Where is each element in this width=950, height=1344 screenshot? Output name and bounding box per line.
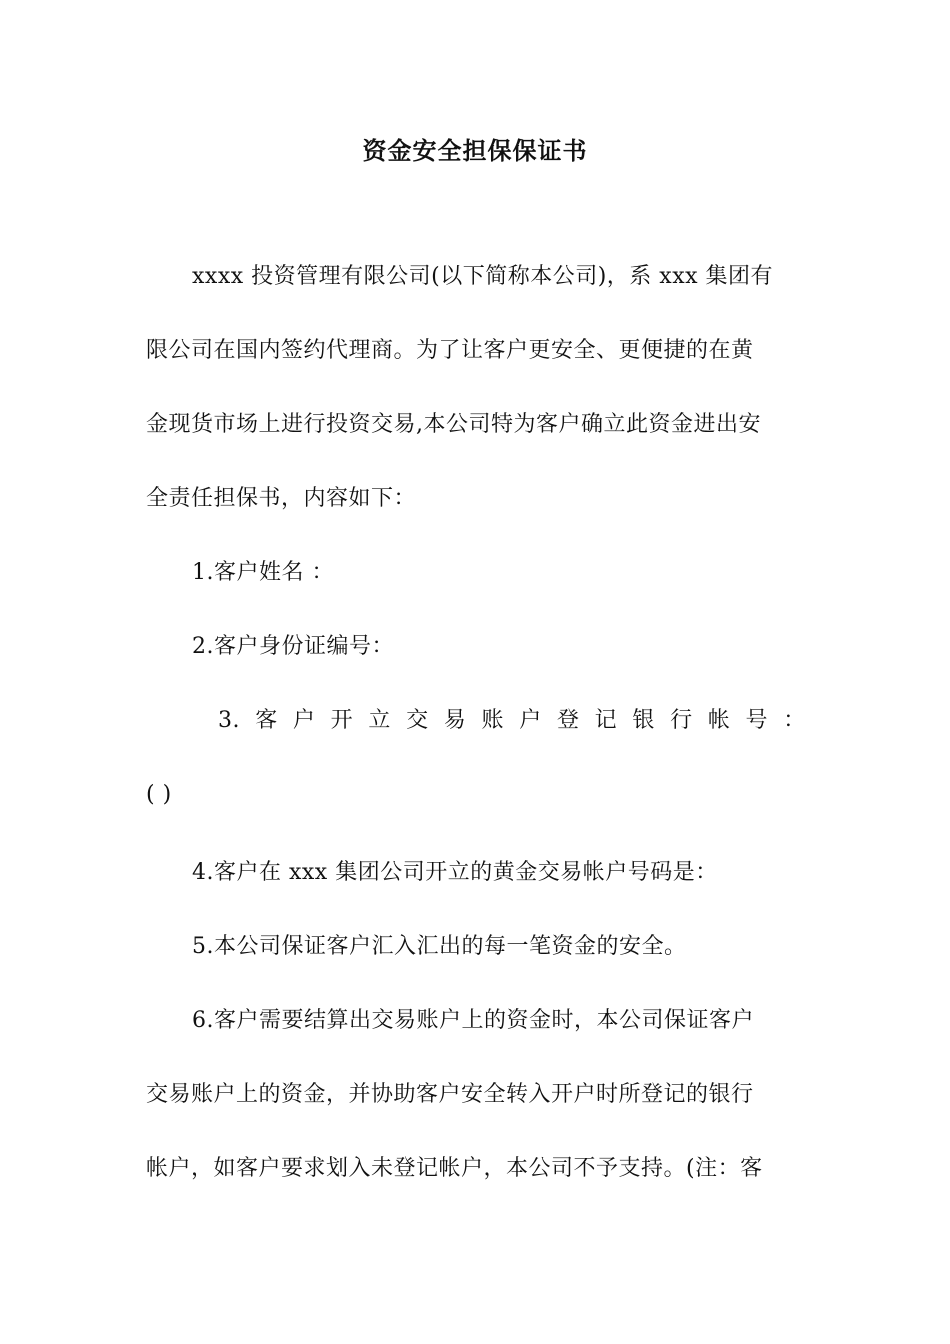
item-1 xyxy=(146,536,806,610)
item-3-spread-line xyxy=(146,684,806,758)
item-3-char: 银 xyxy=(632,708,655,733)
item-4-text: 4.客户在 xxx 集团公司开立的黄金交易帐户号码是： xyxy=(192,860,718,885)
intro-line-2: 限公司在国内签约代理商。为了让客户更安全、更便捷的在黄 xyxy=(146,338,754,363)
document-title: 资金安全担保保证书 xyxy=(362,136,588,165)
intro-paragraph xyxy=(146,240,806,536)
intro-line-4: 全责任担保书，内容如下： xyxy=(146,486,417,511)
item-3-char: 号 xyxy=(745,708,769,733)
item-1-text: 1.客户姓名 ： xyxy=(192,560,334,585)
item-3-char: 账 xyxy=(481,708,505,733)
item-3-continuation: ( ) xyxy=(146,782,172,807)
item-3-char: 3. xyxy=(218,708,240,733)
item-3-char: 开 xyxy=(330,708,354,733)
intro-line-3: 金现货市场上进行投资交易,本公司特为客户确立此资金进出安 xyxy=(146,412,761,437)
item-5-text: 5.本公司保证客户汇入汇出的每一笔资金的安全。 xyxy=(192,934,687,959)
item-3-char: 登 xyxy=(556,708,580,733)
item-3-char: 交 xyxy=(406,708,429,733)
item-5 xyxy=(146,910,806,984)
item-3-char: 帐 xyxy=(707,708,731,733)
intro-line-1: xxxx 投资管理有限公司(以下简称本公司)，系 xxx 集团有 xyxy=(192,264,773,289)
item-2-text: 2.客户身份证编号： xyxy=(192,634,394,659)
item-2 xyxy=(146,610,806,684)
item-3-char: 记 xyxy=(594,708,618,733)
item-3-char: 立 xyxy=(368,708,391,733)
item-3-char: 户 xyxy=(519,708,542,733)
item-6 xyxy=(146,984,806,1206)
item-6-line-1: 6.客户需要结算出交易账户上的资金时，本公司保证客户 xyxy=(192,1008,754,1033)
item-3-char: 行 xyxy=(670,708,693,733)
item-3-char: 户 xyxy=(292,708,316,733)
item-3-char: 客 xyxy=(255,708,278,733)
item-6-line-2: 交易账户上的资金，并协助客户安全转入开户时所登记的银行 xyxy=(146,1082,754,1107)
item-3-char: ： xyxy=(783,708,806,733)
item-3-char: 易 xyxy=(443,708,467,733)
item-3 xyxy=(146,684,806,832)
item-6-line-3: 帐户，如客户要求划入未登记帐户，本公司不予支持。(注：客 xyxy=(146,1156,763,1181)
item-4 xyxy=(146,836,806,910)
